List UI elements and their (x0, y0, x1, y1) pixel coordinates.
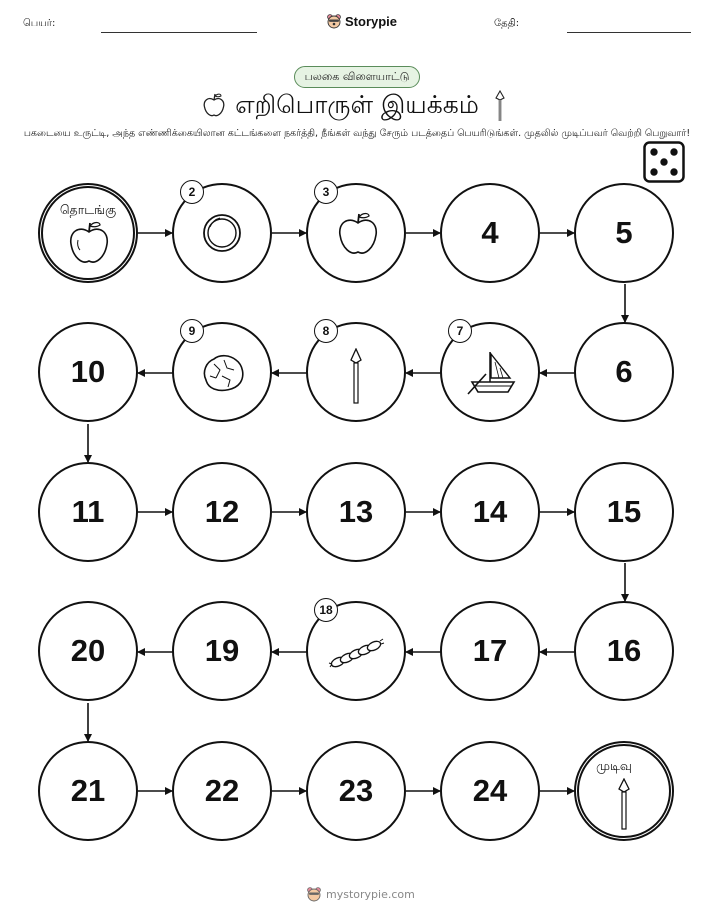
board-cell-18 (306, 601, 406, 701)
board-cell-19 (172, 601, 272, 701)
board-cell-12 (172, 462, 272, 562)
cell-number: 22 (204, 773, 240, 808)
cell-number: 7 (448, 319, 472, 343)
board-cell-16 (574, 601, 674, 701)
cell-number: 24 (472, 773, 508, 808)
board-cell-10 (38, 322, 138, 422)
cell-number: 17 (472, 633, 508, 668)
page-title: எறிபொருள் இயக்கம் (235, 90, 479, 119)
cell-number: 4 (481, 215, 499, 250)
board-cell-5 (574, 183, 674, 283)
cell-number: 3 (314, 180, 338, 204)
cell-number: 6 (615, 354, 633, 389)
category-badge: பலகை விளையாட்டு (294, 66, 420, 88)
board-cell-3 (306, 183, 406, 283)
cell-number: 9 (180, 319, 204, 343)
brand-name: Storypie (345, 13, 398, 29)
footer (306, 886, 415, 902)
cell-number: 11 (71, 494, 105, 529)
board-cell-21 (38, 741, 138, 841)
board-cell-22 (172, 741, 272, 841)
bear-icon (306, 886, 322, 902)
board-cell-24 (440, 741, 540, 841)
footer-url[interactable]: mystorypie.com (326, 887, 415, 901)
board-cell-15 (574, 462, 674, 562)
board-cell-9 (172, 322, 272, 422)
board-cell-14 (440, 462, 540, 562)
board-cell-23 (306, 741, 406, 841)
cell-number: 14 (472, 494, 508, 529)
board-cell-7 (440, 322, 540, 422)
board-cell-start (38, 183, 138, 283)
rock-icon (200, 352, 246, 394)
cell-number: 20 (70, 633, 106, 668)
ring-icon (202, 213, 242, 253)
cell-number: 21 (70, 773, 106, 808)
cell-number: 19 (204, 633, 240, 668)
finish-label: முடிவு (596, 758, 632, 773)
cell-number: 16 (606, 633, 642, 668)
apple-icon (67, 220, 111, 266)
cell-number: 2 (180, 180, 204, 204)
board-cell-20 (38, 601, 138, 701)
cell-number: 15 (606, 494, 642, 529)
spear-icon (616, 778, 632, 830)
spear-icon (349, 348, 363, 404)
board-cell-6 (574, 322, 674, 422)
board-cell-11 (38, 462, 138, 562)
rope-icon (328, 637, 386, 671)
board-cell-finish (574, 741, 674, 841)
board-cell-4 (440, 183, 540, 283)
date-label: தேதி: (494, 18, 520, 29)
cell-number: 8 (314, 319, 338, 343)
board-cell-8 (306, 322, 406, 422)
instructions: பகடையை உருட்டி, அந்த எண்ணிக்கையிலான கட்டங்களை நகர்த்தி, நீங்கள் வந்து சேரும் படத்தைப் பெயரிடுங்கள். முதலில் முடிப்பவர் வெற்றி பெறுவார்! (23, 128, 691, 139)
apple-icon (336, 211, 380, 257)
name-label: பெயர்: (23, 18, 56, 29)
cell-number: 5 (615, 215, 633, 250)
board-cell-13 (306, 462, 406, 562)
cell-number: 18 (314, 598, 338, 622)
start-label: தொடங்கு (59, 202, 117, 217)
cell-number: 23 (338, 773, 374, 808)
board-cell-2 (172, 183, 272, 283)
cell-number: 12 (204, 494, 240, 529)
boat-icon (466, 348, 518, 400)
cell-number: 13 (338, 494, 374, 529)
cell-number: 10 (70, 354, 106, 389)
board-cell-17 (440, 601, 540, 701)
